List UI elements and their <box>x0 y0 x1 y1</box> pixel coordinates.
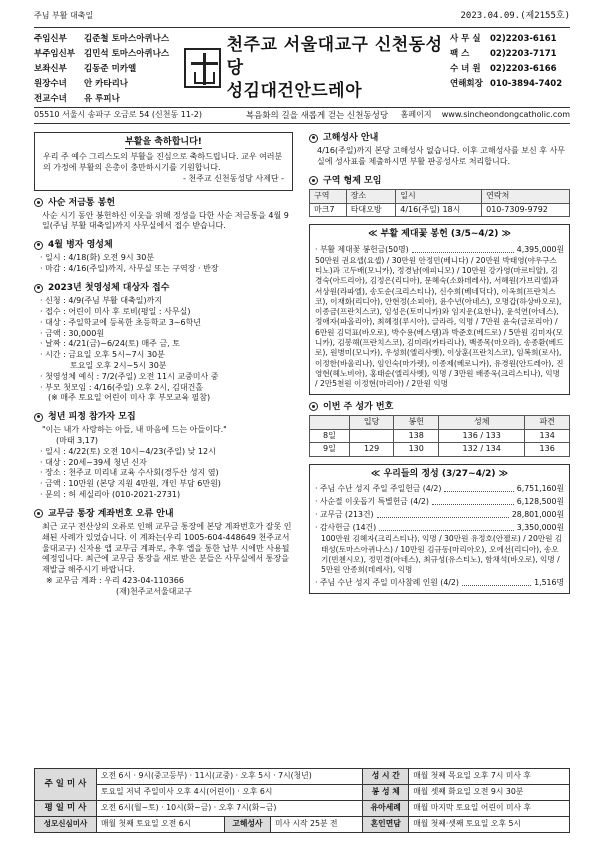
section-body: 4/16(주일)까지 본당 고해성사 없습니다. 이후 고해성사를 보신 후 사무실에 성사표를 제출하시면 부활 판공성사로 처리합니다. <box>317 146 566 166</box>
list-item: 토요일 오후 2시~5시 30분 <box>70 360 167 370</box>
table-row <box>35 769 570 785</box>
table-header: 입당 <box>349 415 394 429</box>
list-item: · 일시 : 4/22(토) 오전 10시~4/23(주일) 낮 12시 <box>40 447 293 458</box>
table-cell: 타대오방 <box>346 203 396 217</box>
section-title: 청년 피정 참가자 모집 <box>48 412 136 423</box>
account-number: ※ 교무금 계좌 : 우리 423-04-110366 <box>46 575 184 585</box>
schedule-text: 토요일 저녁 주일미사 오후 4시(어린이) · 오후 6시 <box>97 785 363 801</box>
thanksgiving-donors: 100만원 김혜자(크리스티나), 익명 / 30만원 유정호(안젤로) / 20만원 김태성(토마스아퀴나스) / 10만원 김규동(마리아오), 오에선(리디아), 송오기(빈첸시오), 정민경(아네스), 최규성(유스티노), 함채석(바오로), 익명 / 5만원 안종희(데레사), 익명 <box>321 534 563 575</box>
table-header: 연락처 <box>482 189 570 203</box>
section-title: 교무금 통장 계좌번호 오류 안내 <box>48 508 174 519</box>
bullet-circle-icon <box>34 241 43 250</box>
schedule-table <box>34 768 570 833</box>
table-row <box>310 443 570 457</box>
ledger-line: · 부활 제대꽃 봉헌금(50명) 4,395,000원 <box>315 243 564 256</box>
list-item: · 날짜 : 4/21(금)~6/24(토) 매주 금, 토 <box>40 339 293 350</box>
list-note: (※ 매주 토요일 어린이 미사 후 부모교육 필참) <box>48 393 211 403</box>
ledger-line: · 주님 수난 성지 주일 주일헌금 (4/2) 6,751,160원 <box>315 482 564 495</box>
box-title: ≪ 우리들의 정성 (3/27~4/2) ≫ <box>370 469 509 480</box>
staff-row: 부주임신부 김민석 토마스아퀴나스 <box>34 49 170 59</box>
schedule-text: 미사 시작 25분 전 <box>270 817 362 833</box>
table-header: 일시 <box>396 189 482 203</box>
staff-row: 주임신부 김준철 토마스아퀴나스 <box>34 34 170 44</box>
section-title: 사순 저금통 봉헌 <box>48 197 116 208</box>
schedule-label: 혼인면담 <box>363 817 409 833</box>
patron-name: 성김대건안드레아 <box>226 80 363 101</box>
ledger-line: · 감사헌금 (14건) 3,350,000원 <box>315 521 564 534</box>
ledger-line: · 교무금 (213건) 28,801,000원 <box>315 508 564 521</box>
schedule-text: 매월 첫째 목요일 오후 7시 미사 후 <box>409 769 570 785</box>
section-title: 구역 형제 모임 <box>323 175 382 186</box>
contact-row: 팩 스 02)2203-7171 <box>450 49 557 59</box>
table-header-row <box>310 415 570 429</box>
ledger-line: · 사순절 이웃돕기 특별헌금 (4/2) 6,128,500원 <box>315 495 564 508</box>
bullet-circle-icon <box>34 509 43 518</box>
section-title: 4월 병자 영성체 <box>48 240 113 251</box>
altar-flower-donations <box>309 224 570 394</box>
homepage-link[interactable]: www.sincheondongcatholic.com <box>441 110 570 120</box>
table-cell: 129 <box>349 443 394 457</box>
parish-slogan: 복음화의 길을 새롭게 걷는 신천동성당 <box>245 110 389 121</box>
schedule-label: 유아세례 <box>363 801 409 817</box>
table-header: 성체 <box>439 415 525 429</box>
church-logo-icon <box>184 48 221 88</box>
list-item: · 마감 : 4/16(주일)까지, 사무실 또는 구역장 · 반장 <box>40 264 293 275</box>
notice-lent-savings <box>34 197 293 233</box>
schedule-text: 매월 셋째 화요일 오전 9시 30분 <box>409 785 570 801</box>
schedule-text: 매월 첫째 토요일 오전 6시 <box>97 817 225 833</box>
section-title: 2023년 첫영성체 대상자 접수 <box>48 283 170 293</box>
greeting-title: 부활을 축하합니다! <box>125 136 202 149</box>
table-header: 봉헌 <box>394 415 439 429</box>
list-item: · 부모 첫모임 : 4/16(주일) 오후 2시, 김대건홀 <box>40 383 293 394</box>
left-column <box>34 132 293 605</box>
table-cell: 9일 <box>310 443 350 457</box>
issue-date: 2023.04.09.(제2155호) <box>460 11 570 22</box>
bullet-circle-icon <box>309 402 318 411</box>
schedule-text: 오전 6시(월~토) · 10시(화~금) · 오후 7시(화~금) <box>97 801 363 817</box>
table-cell: 마크7 <box>310 203 347 217</box>
table-header: 구역 <box>310 189 347 203</box>
schedule-text: 오전 6시 · 9시(중고등부) · 11시(교중) · 오후 5시 · 7시(청년) <box>97 769 363 785</box>
parish-name: 천주교 서울대교구 신천동성당 <box>226 35 443 78</box>
notice-first-communion <box>34 282 293 404</box>
mass-schedule <box>34 768 570 833</box>
hymn-numbers <box>309 401 570 458</box>
table-cell: 132 / 134 <box>439 443 525 457</box>
ledger-line: · 주님 수난 성지 주일 미사참례 인원 (4/2) 1,516명 <box>315 576 564 589</box>
easter-greeting <box>34 132 293 191</box>
contact-row: 연해회장 010-3894-7402 <box>450 79 563 89</box>
section-title: 이번 주 성가 번호 <box>323 401 394 412</box>
bullet-circle-icon <box>34 198 43 207</box>
notice-account-error <box>34 508 293 598</box>
notice-confession <box>309 132 570 168</box>
staff-row: 원장수녀 안 카타리나 <box>34 79 129 89</box>
table-cell: 130 <box>394 443 439 457</box>
schedule-text: 매월 첫째·셋째 토요일 오후 5시 <box>409 817 570 833</box>
table-header: 파견 <box>525 415 570 429</box>
table-cell: 4/16(주일) 18시 <box>396 203 482 217</box>
table-cell: 138 <box>394 429 439 443</box>
table-row <box>35 785 570 801</box>
table-header-row <box>310 189 570 203</box>
table-header <box>310 415 350 429</box>
schedule-label: 성 시 간 <box>363 769 409 785</box>
retreat-quote-ref: (마태 3,17) <box>56 436 99 446</box>
retreat-quote: "이는 내가 사랑하는 아들, 내 마음에 드는 아들이다." <box>42 425 227 435</box>
schedule-label: 고해성사 <box>224 817 270 833</box>
list-item: · 금액 : 10만원 (본당 지원 4만원, 개인 부담 6만원) <box>40 479 293 490</box>
staff-list <box>34 32 184 107</box>
bullet-circle-icon <box>34 284 43 293</box>
table-cell: 136 <box>525 443 570 457</box>
top-line <box>34 6 570 28</box>
list-item: · 일시 : 4/18(화) 오전 9시 30분 <box>40 253 293 264</box>
list-item: · 시간 : 금요일 오후 5시~7시 30분 <box>40 350 293 361</box>
section-body: 사순 시기 동안 봉헌하신 이웃을 위해 정성을 다한 사순 저금통을 4월 9일(주님 부활 대축일)까지 사무실에서 접수 받습니다. <box>42 210 289 231</box>
list-item: · 문의 : 허 세실리아 (010-2021-2731) <box>40 490 293 501</box>
schedule-label: 주 일 미 사 <box>35 769 97 801</box>
list-item: · 대상 : 20세~39세 청년 신자 <box>40 458 293 469</box>
staff-row: 전교수녀 유 루피나 <box>34 94 120 104</box>
offerings-summary <box>309 464 570 593</box>
right-column <box>309 132 570 605</box>
schedule-label: 봉 성 체 <box>363 785 409 801</box>
schedule-label: 성모신심미사 <box>35 817 97 833</box>
section-body: 최근 교구 전산상의 오류로 인해 교무금 통장에 본당 계좌번호가 잘못 인쇄된 사례가 있었습니다. 이 계좌는(우리 1005-604-448649 천주교서울대교구) 신자용 앱 교무금 계좌로, 추후 앱을 통한 납부 시에만 사용될 예정입니다. 최근에 교무금 통장을 새로 받은 분들은 사무실에서 통장을 재발급 해주시기 바랍니다. <box>42 521 292 575</box>
list-item: · 접수 : 어린이 미사 후 로비(평일 : 사무실) <box>40 307 293 318</box>
bullet-circle-icon <box>34 413 43 422</box>
table-cell <box>349 429 394 443</box>
notice-sick-communion <box>34 239 293 275</box>
meeting-table <box>309 189 570 218</box>
table-cell: 8일 <box>310 429 350 443</box>
contact-row: 수 녀 원 02)2203-6166 <box>450 64 557 74</box>
list-item: · 금액 : 30,000원 <box>40 329 293 340</box>
box-title: ≪ 부활 제대꽃 봉헌 (3/5~4/2) ≫ <box>368 229 511 240</box>
list-item: · 장소 : 천주교 미리내 교육 수사회(경두산 성지 옆) <box>40 468 293 479</box>
bullet-circle-icon <box>309 134 318 143</box>
table-cell: 134 <box>525 429 570 443</box>
notice-youth-retreat <box>34 411 293 501</box>
contact-list <box>450 32 570 107</box>
bullet-circle-icon <box>309 176 318 185</box>
greeting-body: 우리 주 예수 그리스도의 부활을 진심으로 축하드립니다. 교우 여러분의 가정에 부활의 은총이 충만하시기를 기원합니다. <box>43 152 283 172</box>
table-row <box>35 801 570 817</box>
donor-list: 50만원 권요셉(요셉) / 30만원 안정민(베니다) / 20만원 박태영(야우구스티노)과 고두배(모니카), 정경남(에피니모) / 10만원 강가영(마르티알), 김경숙(아드리아), 김정은(리디아), 문혜숙(소화데레사), 서혜원(가브리엘)과 서상원(라파엘), 송도순(크리스티나), 신수희(베네딕다), 이옥희(프란치스코), 이재화(리디아), 안현정(소피아), 윤수년(아네스), 오명갑(하상바오로), 이종금(프란치스코), 임성은(토미니카)와 임지운(요한나), 윤석연(아네스), 정애자(파올리아), 최혜정(루시아), 글라라, 익명 / 7만원 윤숙(글로리아) / 6만원 김덕표(바오로), 박수용(베스템)과 박준호(베드로) / 5만원 김미자(모니카), 김봉해(프란치스코), 김미라(카타리나), 백종목(마오라), 송종환(베드로), 원병미(모니카), 우성희(엘리사벳), 이상훈(프란치스코), 임복희(로사), 이정한(바울리나), 임인숙(마가렛), 이종제(베로니카), 유경원(안드레아), 진영현(헤노비아), 홍태순(엘리사벳), 익명 / 3만원 배종욱(크리스티나), 익명 / 2만5천원 이정현(마리아) / 2만원 익명 <box>315 255 564 389</box>
list-item: · 대상 : 주일학교에 등록한 초등학교 3~6학년 <box>40 318 293 329</box>
table-row <box>35 817 570 833</box>
staff-row: 보좌신부 김동준 미카엘 <box>34 64 137 74</box>
table-cell: 136 / 133 <box>439 429 525 443</box>
hymn-table <box>309 415 570 457</box>
list-item: · 첫영성체 예식 : 7/2(주일) 오전 11시 교중미사 중 <box>40 372 293 383</box>
table-cell: 010-7309-9792 <box>482 203 570 217</box>
table-row <box>310 429 570 443</box>
table-row <box>310 203 570 217</box>
section-title: 고해성사 안내 <box>323 133 379 143</box>
notice-district-meeting <box>309 175 570 218</box>
greeting-signature: - 천주교 신천동성당 사제단 - <box>183 173 284 183</box>
list-item: · 신청 : 4/9(주님 부활 대축일)까지 <box>40 296 293 307</box>
schedule-text: 매월 마지막 토요일 어린이 미사 후 <box>409 801 570 817</box>
homepage-label: 홈페이지 <box>400 110 432 120</box>
schedule-label: 평 일 미 사 <box>35 801 97 817</box>
table-header: 장소 <box>346 189 396 203</box>
feast-name: 주님 부활 대축일 <box>34 11 94 21</box>
contact-row: 사 무 실 02)2203-6161 <box>450 34 557 44</box>
parish-address: 05510 서울시 송파구 오금로 54 (신천동 11-2) <box>34 110 203 120</box>
account-holder: (재)천주교서울대교구 <box>116 586 192 596</box>
